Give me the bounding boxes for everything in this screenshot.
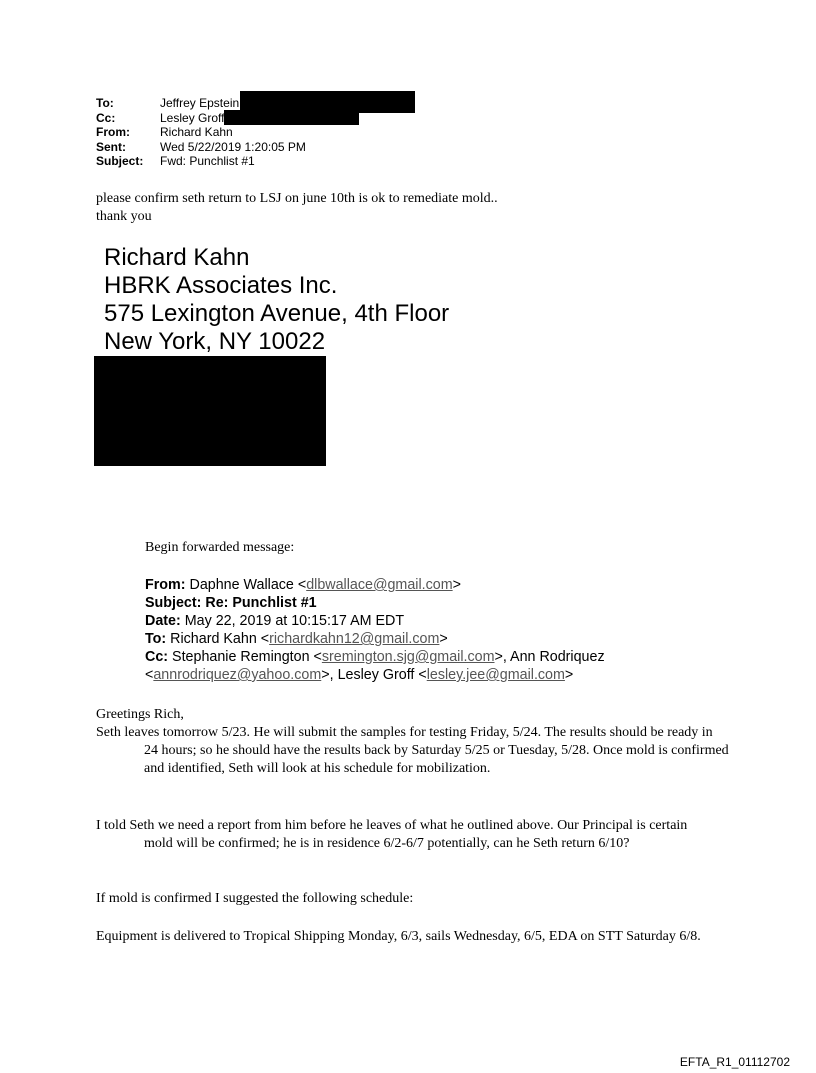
from-value: Richard Kahn	[160, 125, 233, 139]
fwd-to-label: To:	[145, 631, 167, 647]
fwd-from-email-link[interactable]: dlbwallace@gmail.com	[306, 577, 453, 593]
redaction-box	[224, 110, 359, 125]
greeting: Greetings Rich,	[96, 707, 184, 722]
fwd-cc1-email-link[interactable]: sremington.sjg@gmail.com	[321, 649, 495, 665]
email-header	[96, 96, 415, 169]
body-paragraph: If mold is confirmed I suggested the following schedule:	[96, 891, 414, 906]
fwd-from-row: From: Daphne Wallace <dlbwallace@gmail.com>	[145, 577, 461, 593]
cc-label: Cc:	[96, 110, 116, 125]
fwd-from-name: Daphne Wallace	[189, 577, 294, 593]
header-subject-row	[96, 154, 415, 169]
header-from-row	[96, 125, 415, 140]
fwd-cc3-name: Lesley Groff	[337, 667, 415, 683]
intro-message	[96, 190, 498, 226]
signature-address: 575 Lexington Avenue, 4th Floor	[104, 300, 450, 327]
subject-value: Fwd: Punchlist #1	[160, 154, 255, 168]
sent-label: Sent:	[96, 139, 126, 154]
header-to-row	[96, 96, 415, 111]
cc-value: Lesley Groff	[160, 110, 225, 125]
fwd-to-row: To: Richard Kahn <richardkahn12@gmail.com>	[145, 631, 448, 647]
fwd-date-value: May 22, 2019 at 10:15:17 AM EDT	[184, 613, 405, 629]
fwd-cc-row: Cc: Stephanie Remington <sremington.sjg@gmail.com>, Ann Rodriquez <annrodriquez@yahoo.com>, Lesley Groff <lesley.jee@gmail.com>	[145, 649, 605, 683]
body-paragraph: Seth leaves tomorrow 5/23. He will submit the samples for testing Friday, 5/24. The results should be ready in 24 hours; so he should have the results back by Saturday 5/25 or Tuesday, 5/28. Once mold is confirmed and identified, Seth will look at his schedule for mobilization.	[96, 725, 729, 776]
fwd-subject-row	[145, 594, 705, 612]
fwd-date-label: Date:	[145, 613, 181, 629]
body-paragraph: Equipment is delivered to Tropical Shipping Monday, 6/3, sails Wednesday, 6/5, EDA on STT Saturday 6/8.	[96, 929, 701, 944]
signature-company: HBRK Associates Inc.	[104, 272, 338, 299]
to-value: Jeffrey Epstein	[160, 96, 240, 110]
forwarded-header	[145, 576, 705, 684]
signature-block	[104, 244, 449, 356]
fwd-cc2-name: Ann Rodriquez	[510, 649, 605, 665]
fwd-to-name: Richard Kahn	[170, 631, 257, 647]
fwd-from-label: From:	[145, 577, 186, 593]
intro-line: thank you	[96, 209, 152, 224]
fwd-cc-label: Cc:	[145, 649, 169, 665]
fwd-cc2-email-link[interactable]: annrodriquez@yahoo.com	[153, 667, 322, 683]
sent-value: Wed 5/22/2019 1:20:05 PM	[160, 139, 306, 154]
redaction-box	[94, 356, 326, 466]
subject-label: Subject:	[96, 154, 144, 168]
header-sent-row	[96, 140, 415, 155]
document-id: EFTA_R1_01112702	[679, 1055, 790, 1069]
intro-line: please confirm seth return to LSJ on june 10th is ok to remediate mold..	[96, 191, 498, 206]
body-paragraph: I told Seth we need a report from him before he leaves of what he outlined above. Our Principal is certain mold will be confirmed; he is in residence 6/2-6/7 potentially, can he Seth return 6/10?	[96, 818, 688, 851]
begin-forwarded: Begin forwarded message:	[145, 540, 295, 555]
fwd-cc3-email-link[interactable]: lesley.jee@gmail.com	[426, 667, 565, 683]
fwd-to-email-link[interactable]: richardkahn12@gmail.com	[269, 631, 440, 647]
fwd-cc1-name: Stephanie Remington	[172, 649, 310, 665]
fwd-date-row	[145, 612, 705, 630]
to-label: To:	[96, 96, 114, 110]
fwd-subject-label: Subject:	[145, 595, 202, 611]
signature-city: New York, NY 10022	[104, 328, 326, 355]
signature-name: Richard Kahn	[104, 244, 250, 271]
header-cc-row	[96, 111, 415, 126]
from-label: From:	[96, 125, 130, 139]
fwd-subject-value: Re: Punchlist #1	[205, 595, 317, 611]
